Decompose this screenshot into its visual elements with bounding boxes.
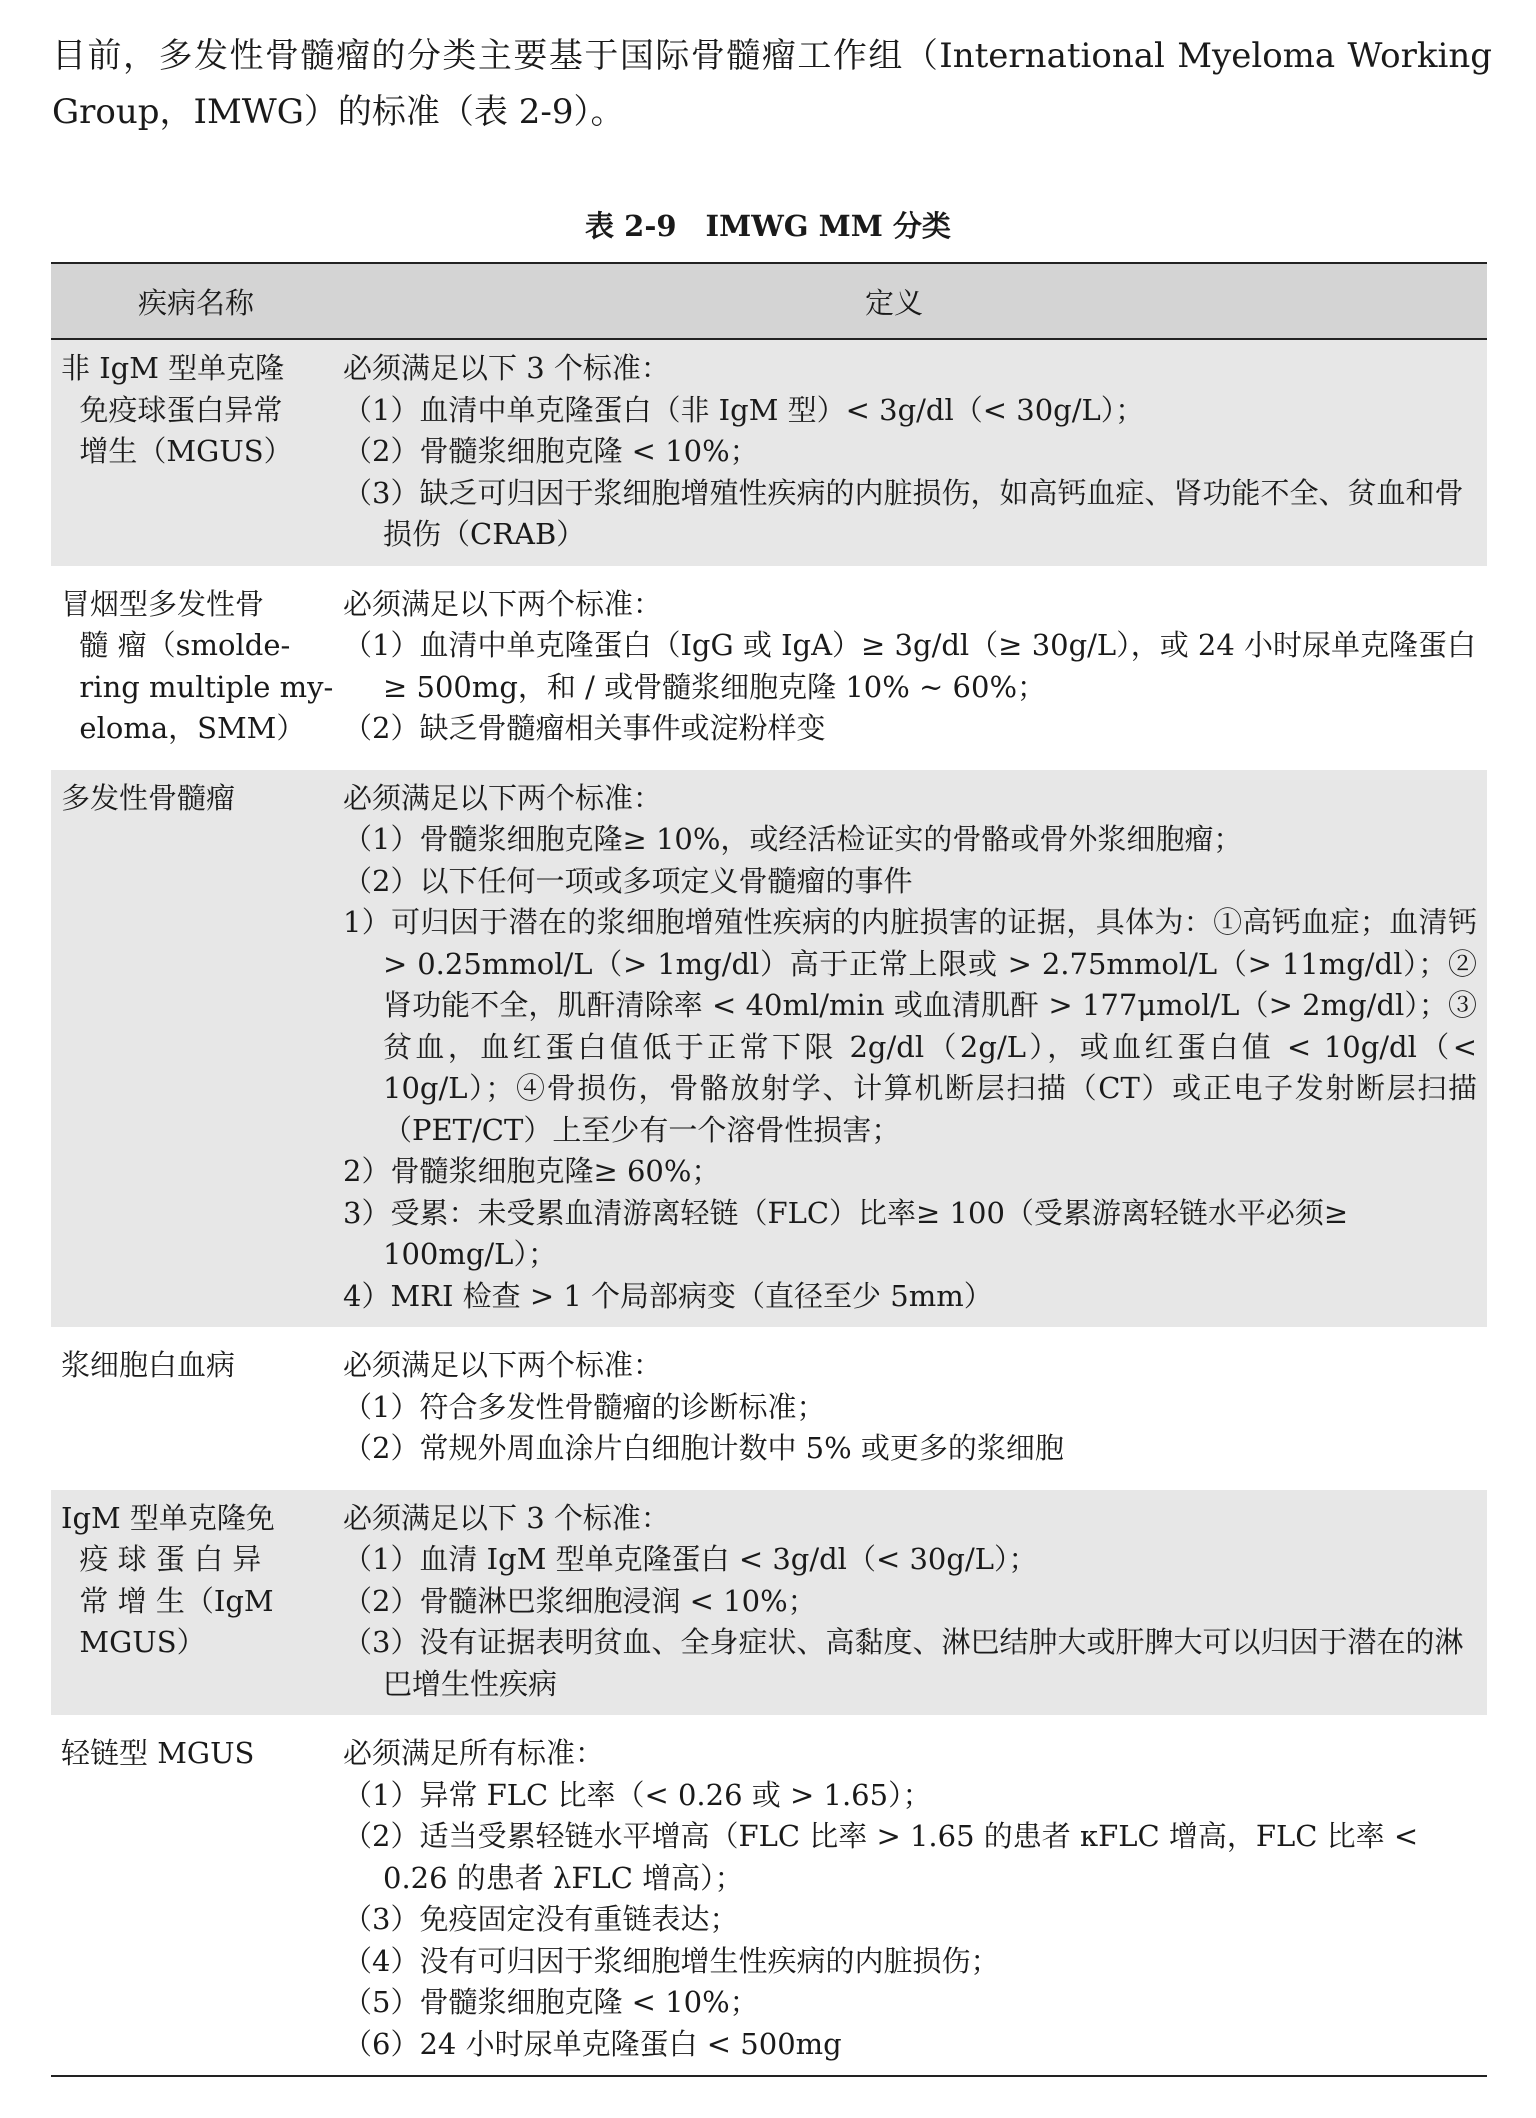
disease-name-cell: IgM 型单克隆免 疫 球 蛋 白 异 常 增 生（IgM MGUS） (61, 1500, 275, 1659)
definition-line: （2）骨髓浆细胞克隆 < 10%； (343, 434, 759, 468)
definition-cell (343, 1345, 1487, 1470)
header-disease-name: 疾病名称 (137, 285, 254, 320)
definition-line: （1）血清中单克隆蛋白（非 IgM 型）< 3g/dl（< 30g/L）； (343, 392, 1145, 427)
definition-line: 必须满足以下 3 个标准： (343, 351, 670, 385)
definition-line: （1）骨髓浆细胞克隆≥ 10%，或经活检证实的骨骼或骨外浆细胞瘤； (343, 822, 1243, 856)
definition-line: （2）常规外周血涂片白细胞计数中 5% 或更多的浆细胞 (343, 1431, 1064, 1465)
table-row (51, 1725, 1487, 2075)
table-caption: 表 2-9 IMWG MM 分类 (585, 209, 951, 243)
definition-line: （2）缺乏骨髓瘤相关事件或淀粉样变 (343, 711, 826, 745)
definition-cell (343, 1733, 1487, 2065)
definition-line: （5）骨髓浆细胞克隆 < 10%； (343, 1985, 759, 2019)
classification-table (51, 262, 1487, 2077)
definition-cell (343, 584, 1487, 750)
definition-line: 必须满足以下两个标准： (343, 1348, 663, 1382)
definition-cell (343, 778, 1487, 1318)
definition-line: 3）受累：未受累血清游离轻链（FLC）比率≥ 100（受累游离轻链水平必须≥ 100mg/L）； (343, 1195, 1349, 1271)
definition-line: 1）可归因于潜在的浆细胞增殖性疾病的内脏损害的证据，具体为：①高钙血症；血清钙 > 0.25mmol/L（> 1mg/dl）高于正常上限或 > 2.75mmol/L（> 11mg/dl）；②肾功能不全，肌酐清除率 < 40ml/min 或血清肌酐 > 177μmol/L（> 2mg/dl）；③贫血，血红蛋白值低于正常下限 2g/dl（2g/L），或血红蛋白值 < 10g/dl（< 10g/L）；④骨损伤，骨骼放射学、计算机断层扫描（CT）或正电子发射断层扫描（PET/CT）上至少有一个溶骨性损害； (343, 905, 1477, 1147)
definition-line: （4）没有可归因于浆细胞增生性疾病的内脏损伤； (343, 1943, 1000, 1978)
disease-name-cell: 冒烟型多发性骨 髓 瘤（smolde- ring multiple my- eloma，SMM） (61, 586, 334, 745)
table-row (51, 576, 1487, 760)
definition-line: （1）符合多发性骨髓瘤的诊断标准； (343, 1389, 826, 1424)
disease-name-cell: 多发性骨髓瘤 (61, 780, 236, 815)
definition-line: 必须满足以下两个标准： (343, 780, 663, 815)
table-row (51, 1337, 1487, 1480)
definition-line: （2）骨髓淋巴浆细胞浸润 < 10%； (343, 1583, 817, 1618)
table-row (51, 1490, 1487, 1716)
definition-line: （2）以下任何一项或多项定义骨髓瘤的事件 (343, 863, 913, 898)
definition-line: （3）免疫固定没有重链表达； (343, 1902, 739, 1936)
table-row (51, 770, 1487, 1328)
header-definition: 定义 (864, 285, 923, 320)
intro-paragraph: 目前，多发性骨髓瘤的分类主要基于国际骨髓瘤工作组（International Myeloma Working Group，IMWG）的标准（表 2-9）。 (52, 36, 1492, 132)
table-row (51, 340, 1487, 566)
disease-name-cell: 浆细胞白血病 (61, 1348, 236, 1382)
definition-line: 必须满足以下两个标准： (343, 586, 663, 621)
definition-line: 必须满足所有标准： (343, 1736, 605, 1770)
definition-line: 必须满足以下 3 个标准： (343, 1500, 670, 1535)
definition-line: （1）异常 FLC 比率（< 0.26 或 > 1.65）； (343, 1777, 932, 1812)
disease-name-cell: 非 IgM 型单克隆 免疫球蛋白异常 增生（MGUS） (61, 351, 293, 468)
definition-line: （2）适当受累轻链水平增高（FLC 比率 > 1.65 的患者 κFLC 增高，FLC 比率 < 0.26 的患者 λFLC 增高）； (343, 1819, 1419, 1895)
disease-name-cell: 轻链型 MGUS (61, 1736, 255, 1770)
definition-line: （6）24 小时尿单克隆蛋白 < 500mg (343, 2026, 842, 2061)
table-header (51, 264, 1487, 340)
definition-cell (343, 348, 1487, 556)
definition-line: （1）血清中单克隆蛋白（IgG 或 IgA）≥ 3g/dl（≥ 30g/L），或 24 小时尿单克隆蛋白≥ 500mg，和 / 或骨髓浆细胞克隆 10% ~ 60%； (343, 628, 1477, 704)
definition-line: （3）没有证据表明贫血、全身症状、高黏度、淋巴结肿大或肝脾大可以归因于潜在的淋巴增生性疾病 (343, 1625, 1464, 1701)
definition-cell (343, 1498, 1487, 1706)
definition-line: （1）血清 IgM 型单克隆蛋白 < 3g/dl（< 30g/L）； (343, 1542, 1038, 1576)
definition-line: （3）缺乏可归因于浆细胞增殖性疾病的内脏损伤，如高钙血症、肾功能不全、贫血和骨损伤（CRAB） (343, 475, 1464, 551)
definition-line: 4）MRI 检查 > 1 个局部病变（直径至少 5mm） (343, 1278, 993, 1313)
definition-line: 2）骨髓浆细胞克隆≥ 60%； (343, 1154, 721, 1188)
table-body (51, 340, 1487, 2075)
